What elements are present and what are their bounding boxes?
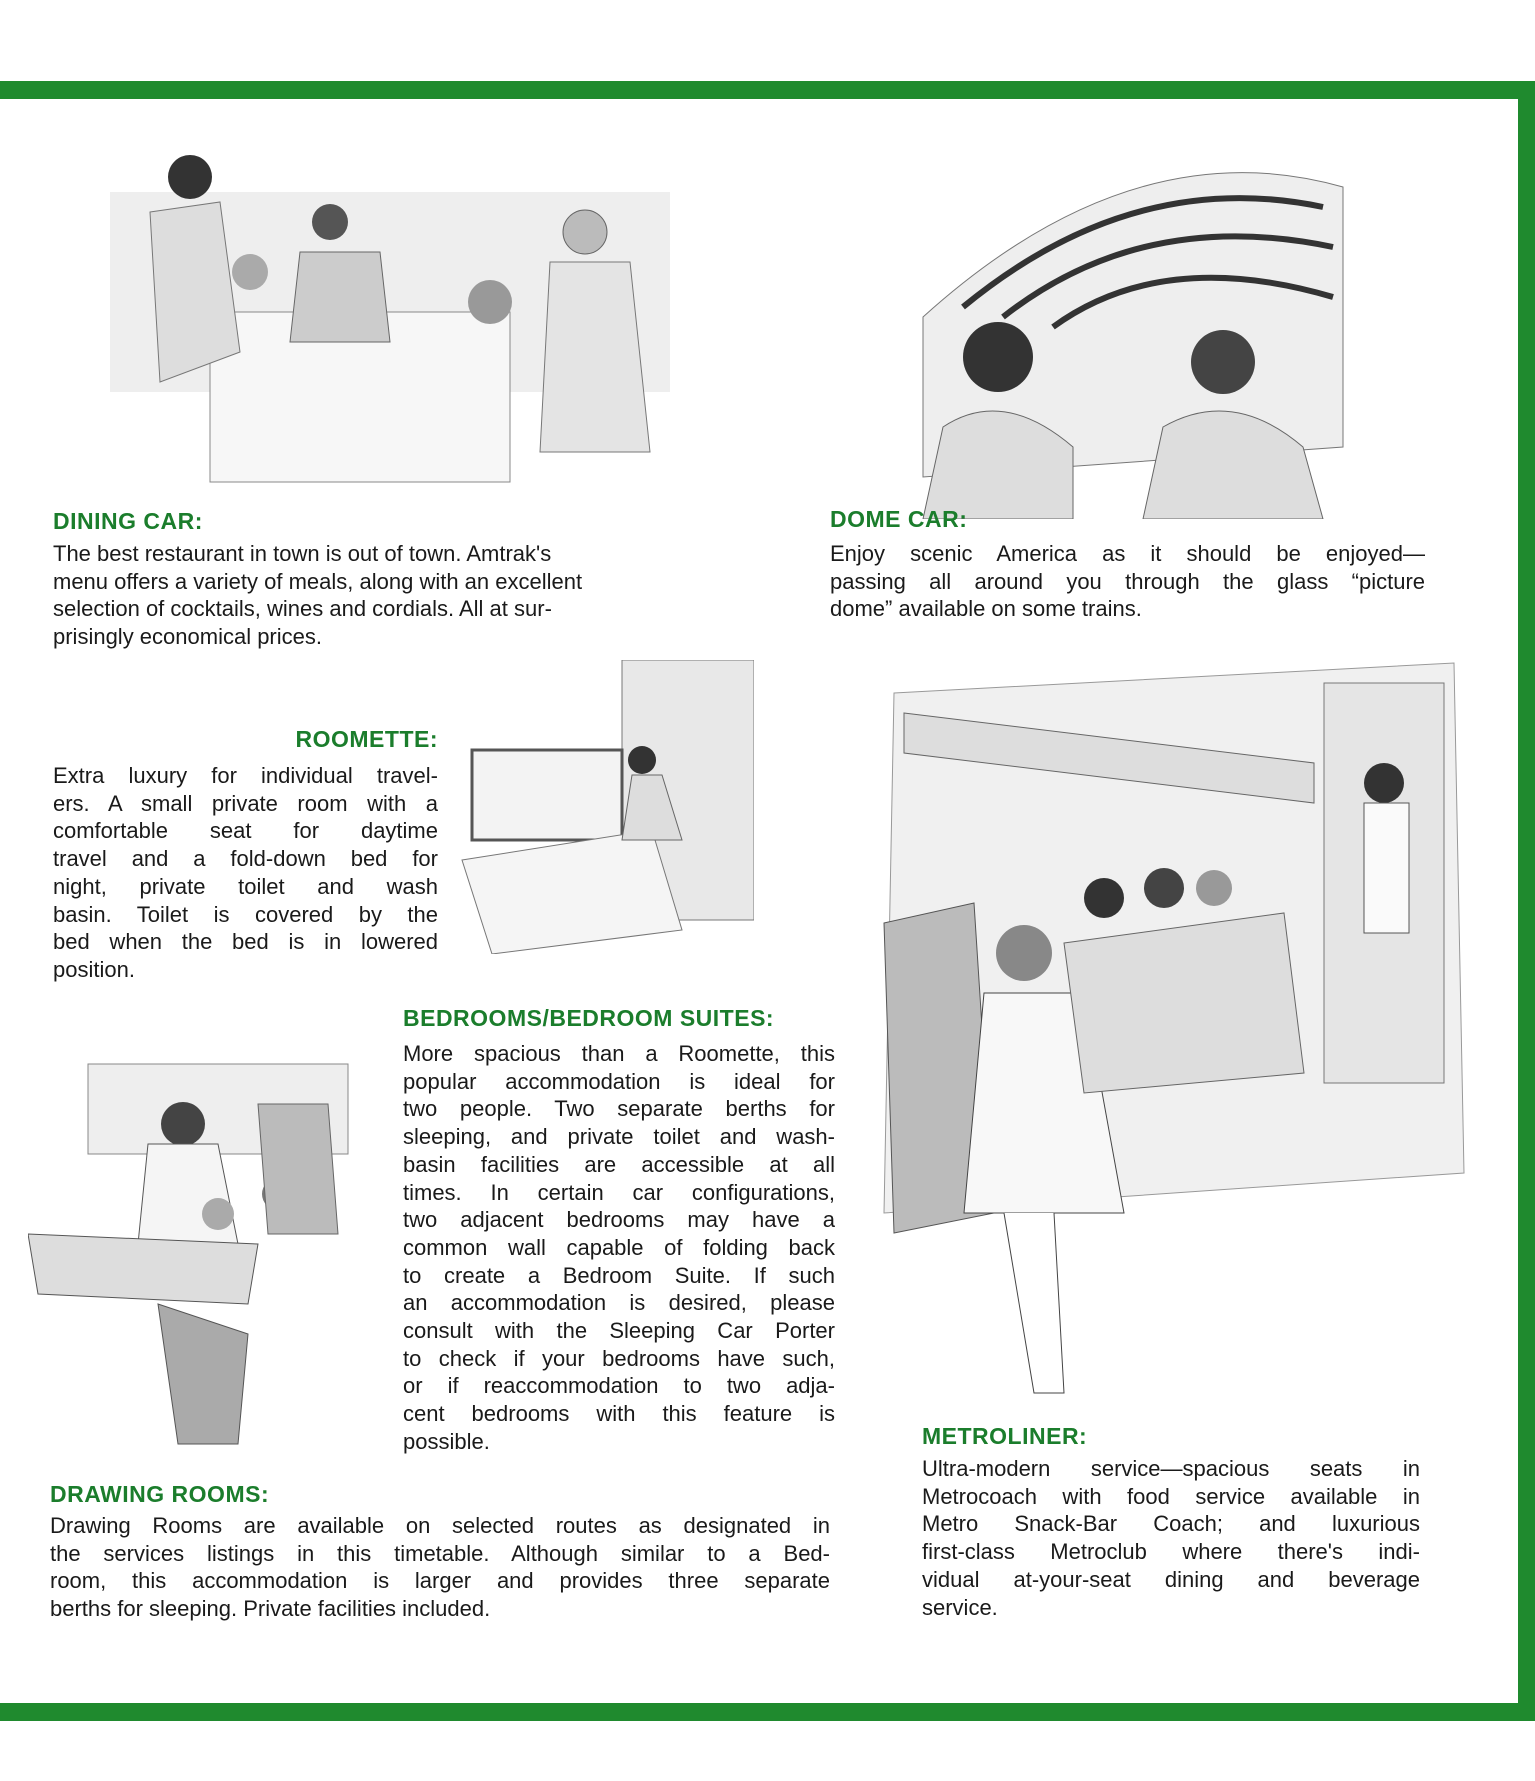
text-line: basin facilities are accessible at all — [403, 1151, 835, 1177]
text-line: Metro Snack-Bar Coach; and luxurious — [922, 1511, 1420, 1537]
text-line: popular accommodation is ideal for — [403, 1068, 835, 1094]
text-line: vidual at-your-seat dining and beverage — [922, 1566, 1420, 1592]
text-line: service. — [922, 1594, 998, 1620]
text-line: night, private toilet and wash — [53, 873, 438, 899]
text-line: prisingly economical prices. — [53, 624, 322, 650]
text-line: room, this accommodation is larger and provides three separate — [50, 1568, 830, 1594]
metroliner-illustration — [864, 653, 1473, 1417]
text-line: More spacious than a Roomette, this — [403, 1041, 835, 1066]
text-line: consult with the Sleeping Car Porter — [403, 1318, 835, 1344]
text-line: basin. Toilet is covered by the — [53, 901, 438, 927]
text-line: an accommodation is desired, please — [403, 1290, 835, 1316]
roomette-text — [53, 762, 438, 984]
text-line: passing all around you through the glass “picture — [830, 568, 1425, 594]
dining-car-heading: DINING CAR: — [53, 508, 203, 534]
text-line: The best restaurant in town is out of town. Amtrak's — [53, 541, 552, 566]
text-line: comfortable seat for daytime — [53, 818, 438, 844]
text-line: Ultra-modern service—spacious seats in — [922, 1456, 1420, 1481]
text-line: possible. — [403, 1428, 490, 1454]
drawing-rooms-heading: DRAWING ROOMS: — [50, 1481, 270, 1507]
text-line: times. In certain car configurations, — [403, 1179, 835, 1205]
text-line: or if reaccommodation to two adja- — [403, 1373, 835, 1399]
dome-car-illustration — [903, 147, 1366, 519]
bedroom-illustration — [28, 1044, 367, 1451]
text-line: two people. Two separate berths for — [403, 1096, 835, 1122]
text-line: Drawing Rooms are available on selected routes as designated in — [50, 1513, 830, 1538]
text-line: cent bedrooms with this feature is — [403, 1401, 835, 1427]
text-line: Enjoy scenic America as it should be enjoyed— — [830, 541, 1425, 566]
dining-car-text — [53, 540, 693, 651]
roomette-heading: ROOMETTE: — [295, 726, 438, 752]
roomette-illustration — [452, 660, 754, 954]
metroliner-heading: METROLINER: — [922, 1423, 1088, 1449]
drawing-rooms-text — [50, 1512, 830, 1623]
text-line: position. — [53, 956, 135, 982]
text-line: Metrocoach with food service available in — [922, 1483, 1420, 1509]
text-line: travel and a fold-down bed for — [53, 846, 438, 872]
text-line: the services listings in this timetable. Although similar to a Bed- — [50, 1540, 830, 1566]
bedrooms-text — [403, 1040, 835, 1456]
dining-car-illustration — [90, 152, 690, 497]
text-line: bed when the bed is in lowered — [53, 929, 438, 955]
text-line: sleeping, and private toilet and wash- — [403, 1124, 835, 1150]
text-line: two adjacent bedrooms may have a — [403, 1207, 835, 1233]
text-line: menu offers a variety of meals, along with an excellent — [53, 568, 583, 594]
text-line: to check if your bedrooms have such, — [403, 1345, 835, 1371]
metroliner-text — [922, 1455, 1420, 1621]
text-line: berths for sleeping. Private facilities included. — [50, 1596, 491, 1622]
dome-car-heading: DOME CAR: — [830, 506, 968, 532]
text-line: to create a Bedroom Suite. If such — [403, 1262, 835, 1288]
text-line: selection of cocktails, wines and cordials. All at sur- — [53, 596, 552, 622]
bedrooms-heading: BEDROOMS/BEDROOM SUITES: — [403, 1005, 775, 1031]
text-line: Extra luxury for individual travel- — [53, 763, 438, 788]
text-line: common wall capable of folding back — [403, 1234, 835, 1260]
text-line: dome” available on some trains. — [830, 596, 1142, 622]
text-line: ers. A small private room with a — [53, 790, 438, 816]
dome-car-text — [830, 540, 1425, 623]
text-line: first-class Metroclub where there's indi- — [922, 1539, 1420, 1565]
